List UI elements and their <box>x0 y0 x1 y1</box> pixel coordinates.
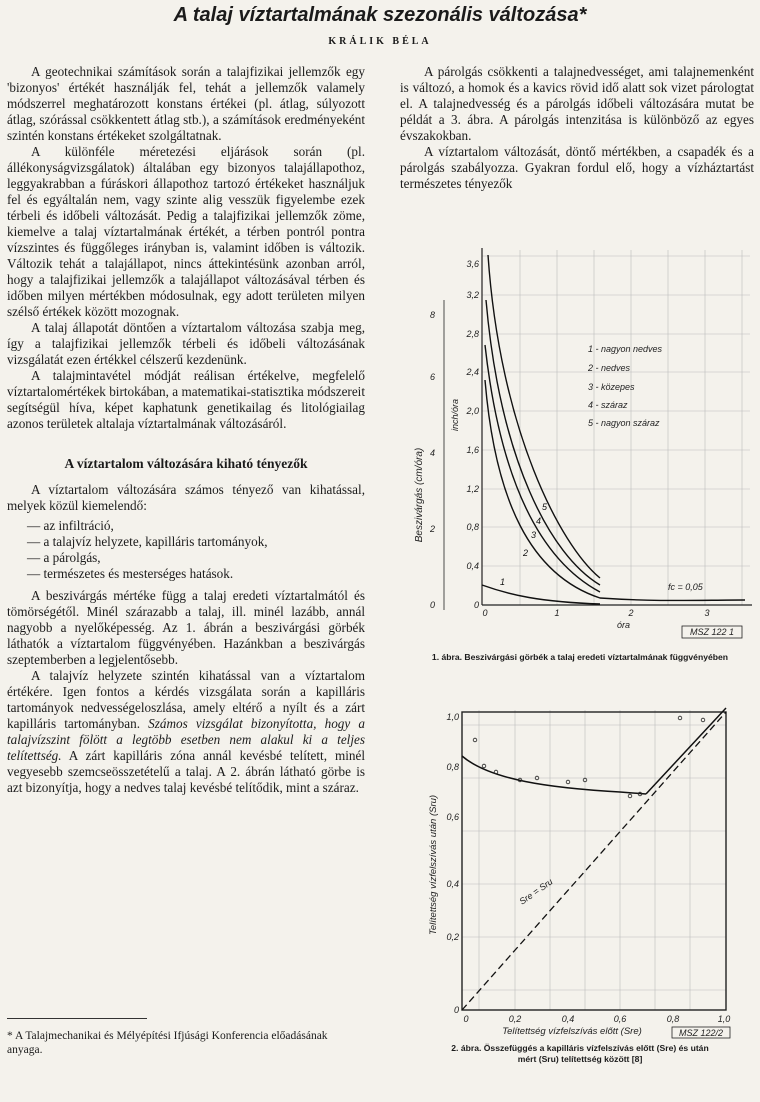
x-axis-label: óra <box>617 620 631 630</box>
footnote-divider <box>7 1018 147 1019</box>
italic-text: Számos vizsgálat bizonyította, hogy a talajvízszint fölött a legtöbb esetben nem alakul ki a teljes telítettség. <box>7 716 365 763</box>
paragraph: A talajmintavétel módját reálisan értékelve, megfelelő víztartalomértékek birtokában, a matematikai-statisztika módszereit segítségül híva, képet kaphatunk genetikailag és litológiailag azonos területek altalaja víztartalmának változásáról. <box>7 368 365 431</box>
list-item: — a talajvíz helyzete, kapilláris tartományok, <box>27 534 365 550</box>
curve-label: 3 <box>531 530 537 540</box>
caption-line: 2. ábra. Összefüggés a kapilláris vízfelszívás előtt (Sre) és után <box>451 1043 709 1053</box>
tick-label: 6 <box>430 372 436 382</box>
curve-label: 5 <box>542 502 548 512</box>
tick-label: 2,8 <box>466 329 479 339</box>
figure-2-caption <box>405 1043 755 1065</box>
paragraph: A különféle méretezési eljárások során (pl. állékonyságvizsgálatok) általában egy bizonyos talajállapothoz, leggyakrabban a fúráskori állapothoz tartozó értékeket használjuk fel és egyáltalán nem, vagy szinte alig vesszük figyelembe ezek térbeli és időbeli változását. Pedig a talajfizikai jellemzők zöme, kiemelve a talaj víztartalmának értékét, a térben pontról pontra vízszintes és függőleges irányban is, valamint időben is változik. Változik tehát a talajállapot, nincs áttekintésünk azonban arról, hogy a talajfizikai jellemzők a talajállapot változásával térben és időben milyen mértékben módosulnak, egy adott területen milyen szélső értékek között mozognak. <box>7 144 365 319</box>
tick-label: 0,2 <box>508 1014 522 1024</box>
line-label: Sre = Sru <box>517 876 555 907</box>
tick-label: 8 <box>430 310 436 320</box>
tick-label: 1,0 <box>446 712 459 722</box>
figure-2 <box>400 700 760 1040</box>
list-item: — természetes és mesterséges hatások. <box>27 566 365 582</box>
y-ticks <box>446 712 459 1015</box>
list-item: — az infiltráció, <box>27 518 365 534</box>
tick-label: 0,4 <box>466 561 479 571</box>
legend-item: 4 - száraz <box>588 400 628 410</box>
caption-line: mért (Sru) telítettség között [8] <box>517 1054 643 1064</box>
curve-label: 4 <box>536 516 542 526</box>
tick-label: 0 <box>430 600 436 610</box>
tick-label: 2 <box>628 608 634 618</box>
footnote: * A Talajmechanikai és Mélyépítési Ifjúsági Konferencia előadásának anyaga. <box>7 1030 328 1056</box>
paragraph: A víztartalom változására számos tényező van kihatással, melyek közül kiemelendő: <box>7 482 365 513</box>
paragraph: A talaj állapotát döntően a víztartalom változása szabja meg, így a talajfizikai jellemzők térbeli és időbeli változásának vizsgálatát ezen értékkel célszerű kezdenünk. <box>7 320 365 367</box>
right-column <box>400 64 754 192</box>
paragraph <box>7 668 365 796</box>
legend-item: 1 - nagyon nedves <box>588 344 663 354</box>
tick-label: 0,6 <box>613 1014 627 1024</box>
tick-label: 3 <box>704 608 710 618</box>
list-item: — a párolgás, <box>27 550 365 566</box>
left-column <box>7 64 365 796</box>
fc-annotation: fc = 0,05 <box>668 582 703 592</box>
curve-label: 2 <box>523 548 529 558</box>
tick-label: 0 <box>473 600 479 610</box>
curve-2 <box>485 380 745 601</box>
y-axis-label: Beszivárgás (cm/óra) <box>414 447 425 543</box>
curve-1 <box>482 585 600 604</box>
infiltration-curves <box>482 255 745 604</box>
legend-item: 2 - nedves <box>588 363 631 373</box>
tick-label: 3,2 <box>466 290 479 300</box>
figure-1 <box>400 240 760 650</box>
data-points <box>473 716 705 798</box>
tick-label: 1,6 <box>466 445 479 455</box>
text-run: A talajvíz helyzete szintén kihatással van a víztartalom értékére. Igen fontos a kérdés vizsgálata során a kapilláris tartományok nedvességeloszlása, amely eltérő a nyílt és a zárt kapilláris tartományban. <box>7 668 365 731</box>
paragraph: A víztartalom változását, döntő mértékben, a csapadék és a párolgás szabályozza. Gyakran fordul elő, hogy a vízháztartást természetes tényezők <box>400 144 754 191</box>
outer-ticks <box>429 310 435 610</box>
factor-list <box>27 518 365 582</box>
tick-label: 2,0 <box>466 406 479 416</box>
paragraph: A párolgás csökkenti a talajnedvességet, ami talajnemenként is változó, a homok és a kavics rövid idő alatt sok vizet párologtat el. A talajnedvesség és a párolgás időbeli változására mutat be példát a 3. ábra. A párolgás intenzitása is különböző az egyes évszakokban. <box>400 64 754 143</box>
article-title: A talaj víztartalmának szezonális változása* <box>173 4 587 26</box>
x-axis-label: Telítettség vízfelszívás előtt (Sre) <box>502 1026 642 1037</box>
tick-label: 0,8 <box>666 1014 680 1024</box>
legend <box>587 344 663 428</box>
tick-label: 2,4 <box>466 367 479 377</box>
tick-label: 1 <box>554 608 560 618</box>
tick-label: 0,4 <box>561 1014 575 1024</box>
tick-label: 0,8 <box>466 522 479 532</box>
text-run: A zárt kapilláris zóna annál kevésbé telített, minél vegyesebb szemcseösszetételű a talaj. A 2. ábrán látható görbe is azt bizonyítja, hogy a nedves talaj kevésbé telítődik, mint a száraz. <box>7 748 365 795</box>
tick-label: 0,8 <box>446 762 459 772</box>
x-ticks <box>463 1014 730 1024</box>
author: KRÁLIK BÉLA <box>328 36 432 47</box>
tick-label: 0 <box>463 1014 469 1024</box>
tick-label: 1,0 <box>717 1014 731 1024</box>
x-ticks <box>482 608 709 618</box>
y-axis-label-inner: inch/óra <box>450 398 460 432</box>
stamp: MSZ 122 1 <box>689 627 735 637</box>
section-heading: A víztartalom változására kiható tényezők <box>64 456 308 471</box>
stamp: MSZ 122/2 <box>678 1028 724 1038</box>
legend-item: 3 - közepes <box>588 382 635 392</box>
tick-label: 0,2 <box>446 932 459 942</box>
tick-label: 0,6 <box>446 812 459 822</box>
figure-1-caption: 1. ábra. Beszivárgási görbék a talaj eredeti víztartalmának függvényében <box>431 652 729 662</box>
paragraph: A geotechnikai számítások során a talajfizikai jellemzők egy 'bizonyos' értékét használják fel, tehát a jellemzők valamely módszerrel meghatározott konstans értékei (pl. átlag, súlyozott átlag, szórással csökkentett átlag stb.), a számítások eredményeként szintén konstans értékeket szolgáltatnak. <box>7 64 365 143</box>
paragraph: A beszivárgás mértéke függ a talaj eredeti víztartalmától és tömörségétől. Minél szárazabb a talaj, ill. minél lazább, annál nagyobb a nyelőképesség. Az 1. ábrán a beszivárgási görbék láthatók a víztartalom függvényében. Hazánkban a beszivárgás szeptemberben a legjelentősebb. <box>7 588 365 667</box>
tick-label: 0 <box>453 1005 459 1015</box>
tick-label: 0,4 <box>446 879 459 889</box>
curve-label: 1 <box>500 577 506 587</box>
inner-ticks <box>465 259 479 610</box>
tick-label: 3,6 <box>466 259 479 269</box>
curve-3 <box>485 345 600 592</box>
legend-item: 5 - nagyon száraz <box>588 418 660 428</box>
y-axis-label: Telítettség vízfelszívás után (Sru) <box>428 794 439 936</box>
equality-line <box>462 712 726 1010</box>
tick-label: 2 <box>430 524 436 534</box>
tick-label: 1,2 <box>466 484 479 494</box>
tick-label: 0 <box>482 608 488 618</box>
tick-label: 4 <box>430 448 436 458</box>
saturation-line <box>646 708 726 794</box>
saturation-curve <box>462 756 646 794</box>
